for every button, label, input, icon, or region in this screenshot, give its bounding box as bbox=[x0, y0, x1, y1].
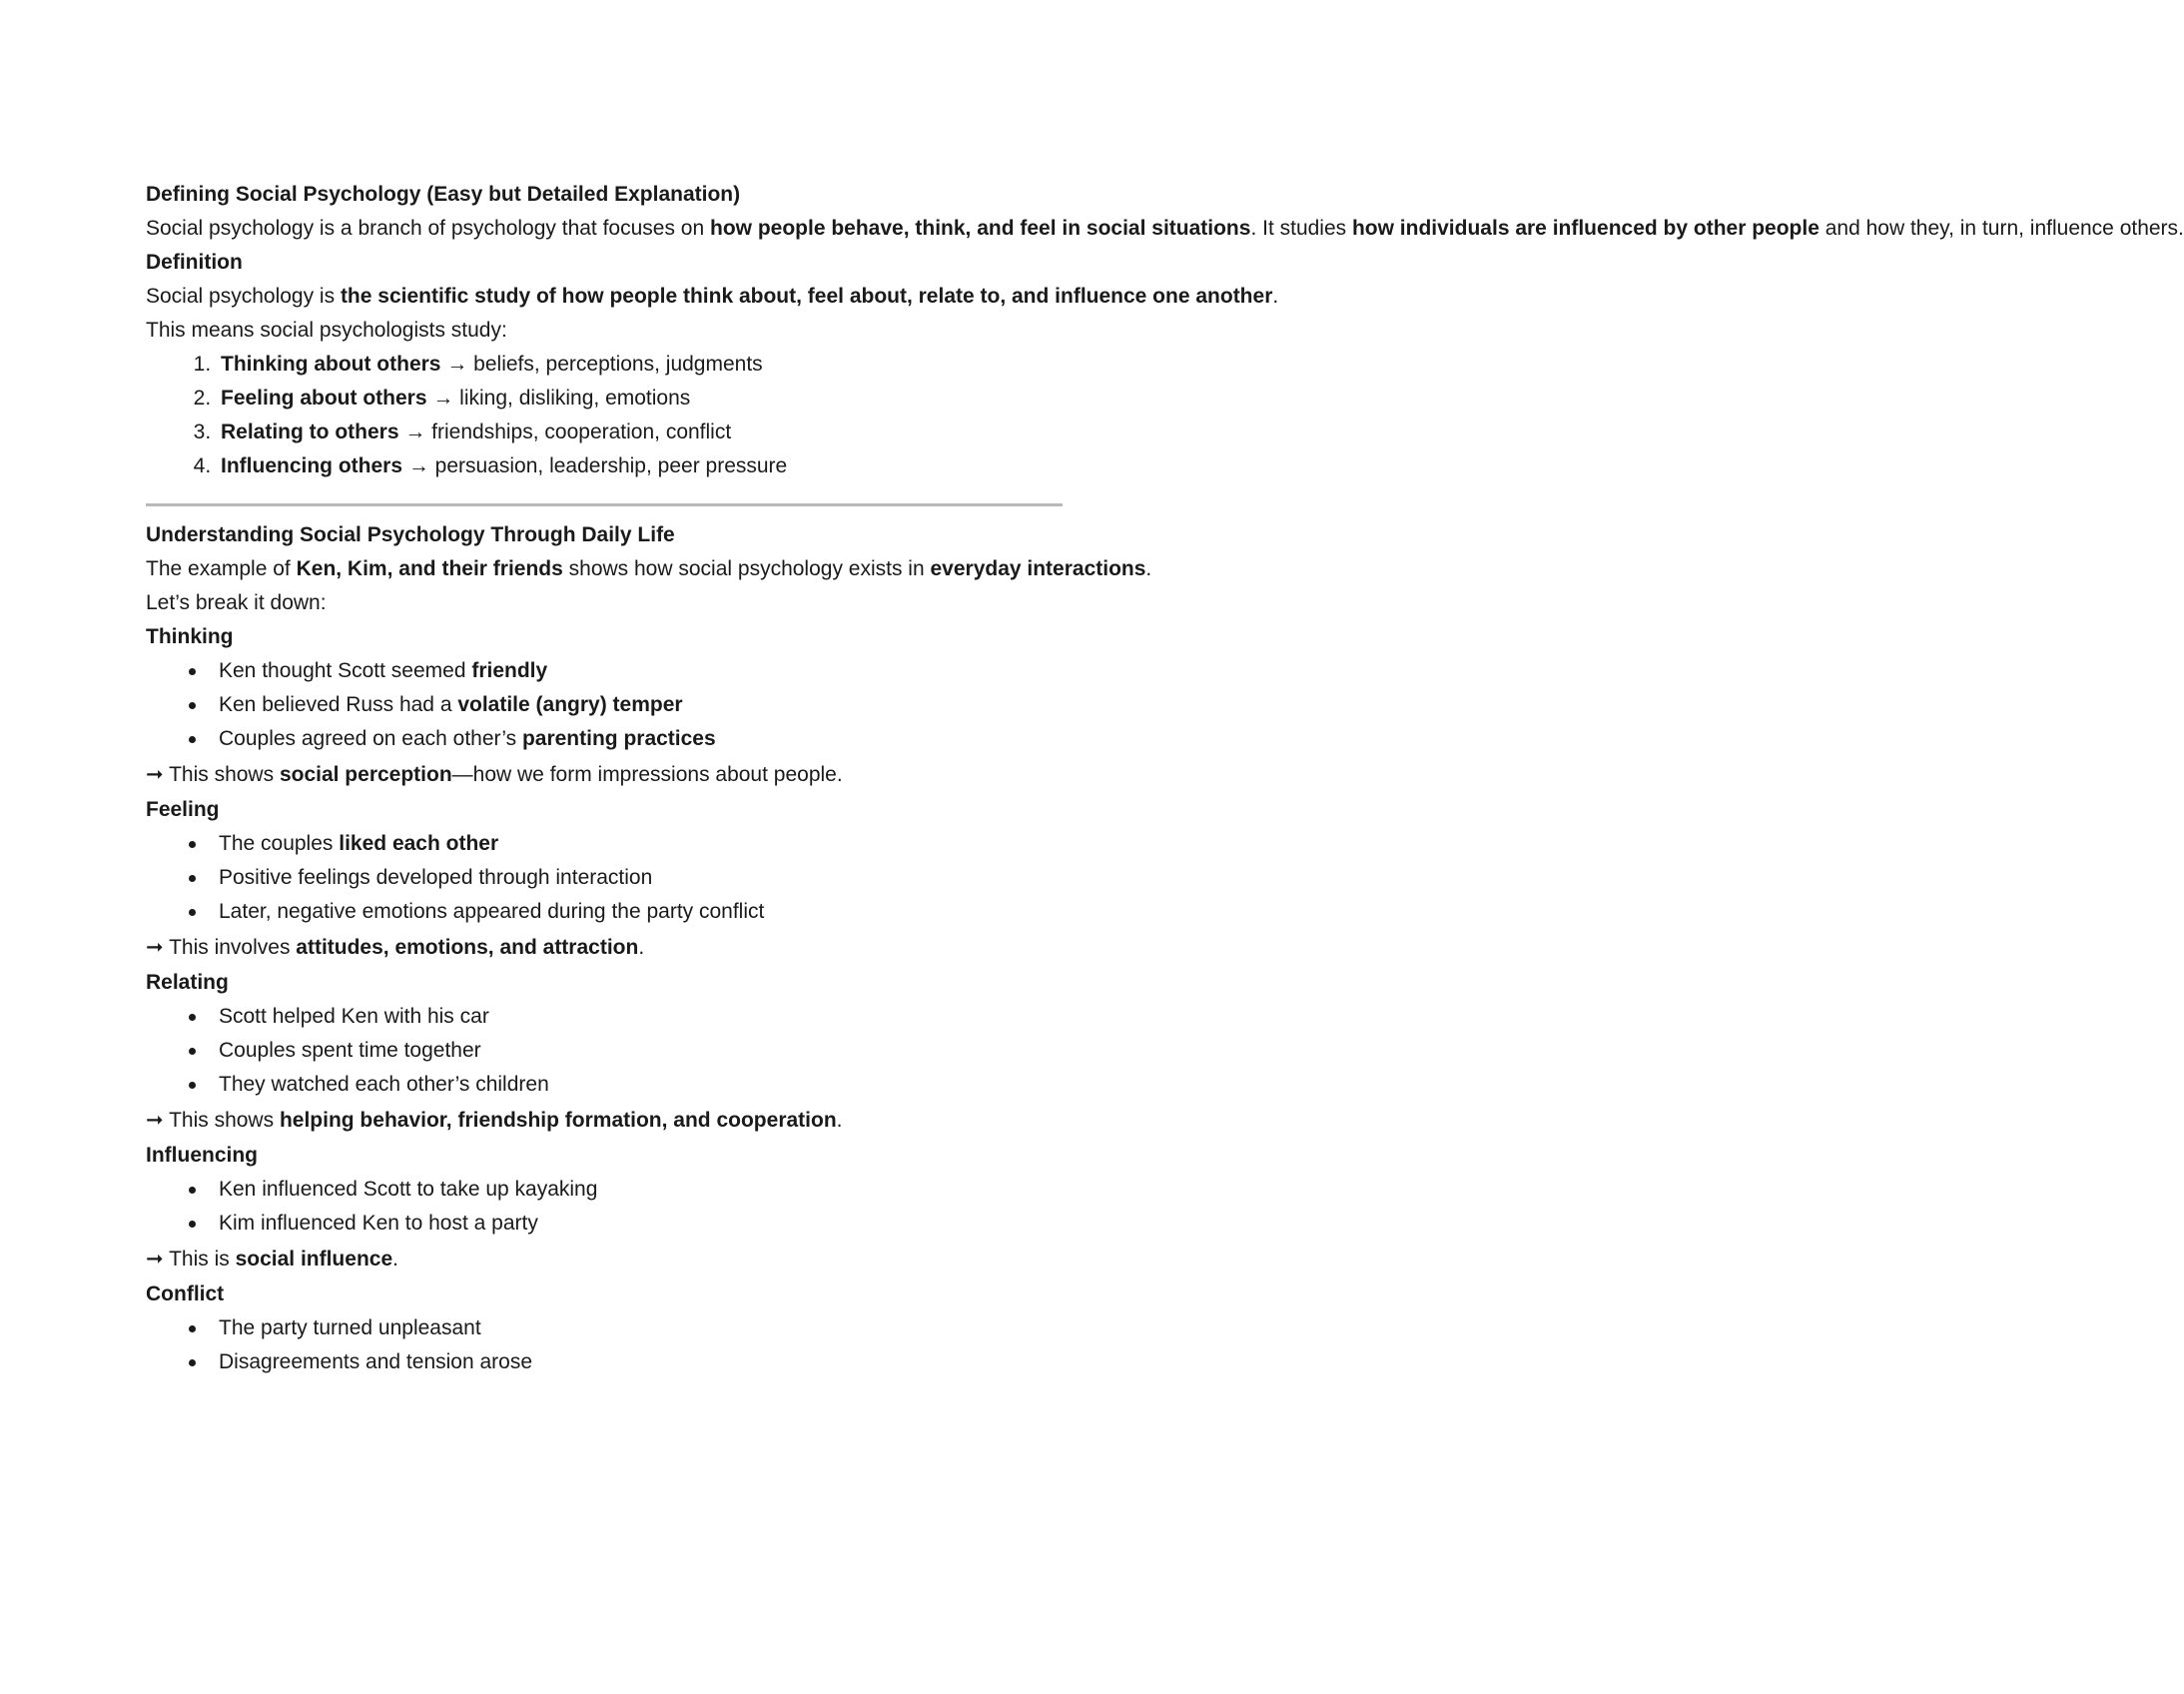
list-item: The couples liked each other bbox=[219, 827, 1065, 861]
feeling-summary: ➞ This involves attitudes, emotions, and attraction. bbox=[146, 936, 645, 959]
list-item: The party turned unpleasant bbox=[219, 1311, 1065, 1345]
conflict-heading: Conflict bbox=[146, 1282, 225, 1305]
intro-paragraph: Social psychology is a branch of psychology that focuses on how people behave, think, and feel in social situations. It studies how individuals are influenced by other people and how they, in turn, influence others. bbox=[146, 217, 2184, 240]
list-item: Disagreements and tension arose bbox=[219, 1345, 1065, 1379]
list-item: Couples agreed on each other’s parenting practices bbox=[219, 722, 1065, 756]
arrow-icon: ➞ bbox=[146, 936, 164, 959]
thinking-summary: ➞ This shows social perception—how we form impressions about people. bbox=[146, 763, 843, 786]
influencing-summary: ➞ This is social influence. bbox=[146, 1248, 398, 1270]
document-page bbox=[146, 178, 2184, 1379]
list-item: Ken believed Russ had a volatile (angry) temper bbox=[219, 688, 1065, 722]
list-item: 2. Feeling about others → liking, disliking, emotions bbox=[217, 382, 1065, 416]
section-title: Understanding Social Psychology Through Daily Life bbox=[146, 523, 675, 546]
conflict-list bbox=[146, 1311, 1065, 1379]
definition-heading: Definition bbox=[146, 251, 243, 274]
example-paragraph: The example of Ken, Kim, and their friends shows how social psychology exists in everyday interactions. bbox=[146, 557, 1152, 580]
influencing-list bbox=[146, 1173, 1065, 1241]
list-item: Positive feelings developed through interaction bbox=[219, 861, 1065, 895]
thinking-list bbox=[146, 654, 1065, 756]
list-item: 1. Thinking about others → beliefs, perceptions, judgments bbox=[217, 348, 1065, 382]
list-item: Couples spent time together bbox=[219, 1034, 1065, 1068]
arrow-icon: ➞ bbox=[146, 1248, 164, 1270]
relating-heading: Relating bbox=[146, 971, 229, 994]
thinking-heading: Thinking bbox=[146, 625, 234, 648]
list-item: 3. Relating to others → friendships, cooperation, conflict bbox=[217, 416, 1065, 449]
influencing-heading: Influencing bbox=[146, 1144, 258, 1167]
list-item: Ken thought Scott seemed friendly bbox=[219, 654, 1065, 688]
list-item: They watched each other’s children bbox=[219, 1068, 1065, 1102]
feeling-heading: Feeling bbox=[146, 798, 220, 821]
horizontal-divider bbox=[146, 503, 1063, 506]
list-item: Scott helped Ken with his car bbox=[219, 1000, 1065, 1034]
feeling-list bbox=[146, 827, 1065, 929]
list-item: Kim influenced Ken to host a party bbox=[219, 1207, 1065, 1241]
definition-paragraph: Social psychology is the scientific study of how people think about, feel about, relate to, and influence one another. bbox=[146, 285, 1279, 308]
section-title: Defining Social Psychology (Easy but Detailed Explanation) bbox=[146, 183, 741, 206]
numbered-list bbox=[146, 348, 1065, 483]
breakdown-text: Let’s break it down: bbox=[146, 591, 327, 614]
list-item: Ken influenced Scott to take up kayaking bbox=[219, 1173, 1065, 1207]
arrow-icon: ➞ bbox=[146, 1109, 164, 1132]
relating-list bbox=[146, 1000, 1065, 1102]
means-text: This means social psychologists study: bbox=[146, 319, 507, 342]
list-item: 4. Influencing others → persuasion, leadership, peer pressure bbox=[217, 449, 1065, 483]
relating-summary: ➞ This shows helping behavior, friendship formation, and cooperation. bbox=[146, 1109, 843, 1132]
list-item: Later, negative emotions appeared during the party conflict bbox=[219, 895, 1065, 929]
arrow-icon: ➞ bbox=[146, 763, 164, 786]
